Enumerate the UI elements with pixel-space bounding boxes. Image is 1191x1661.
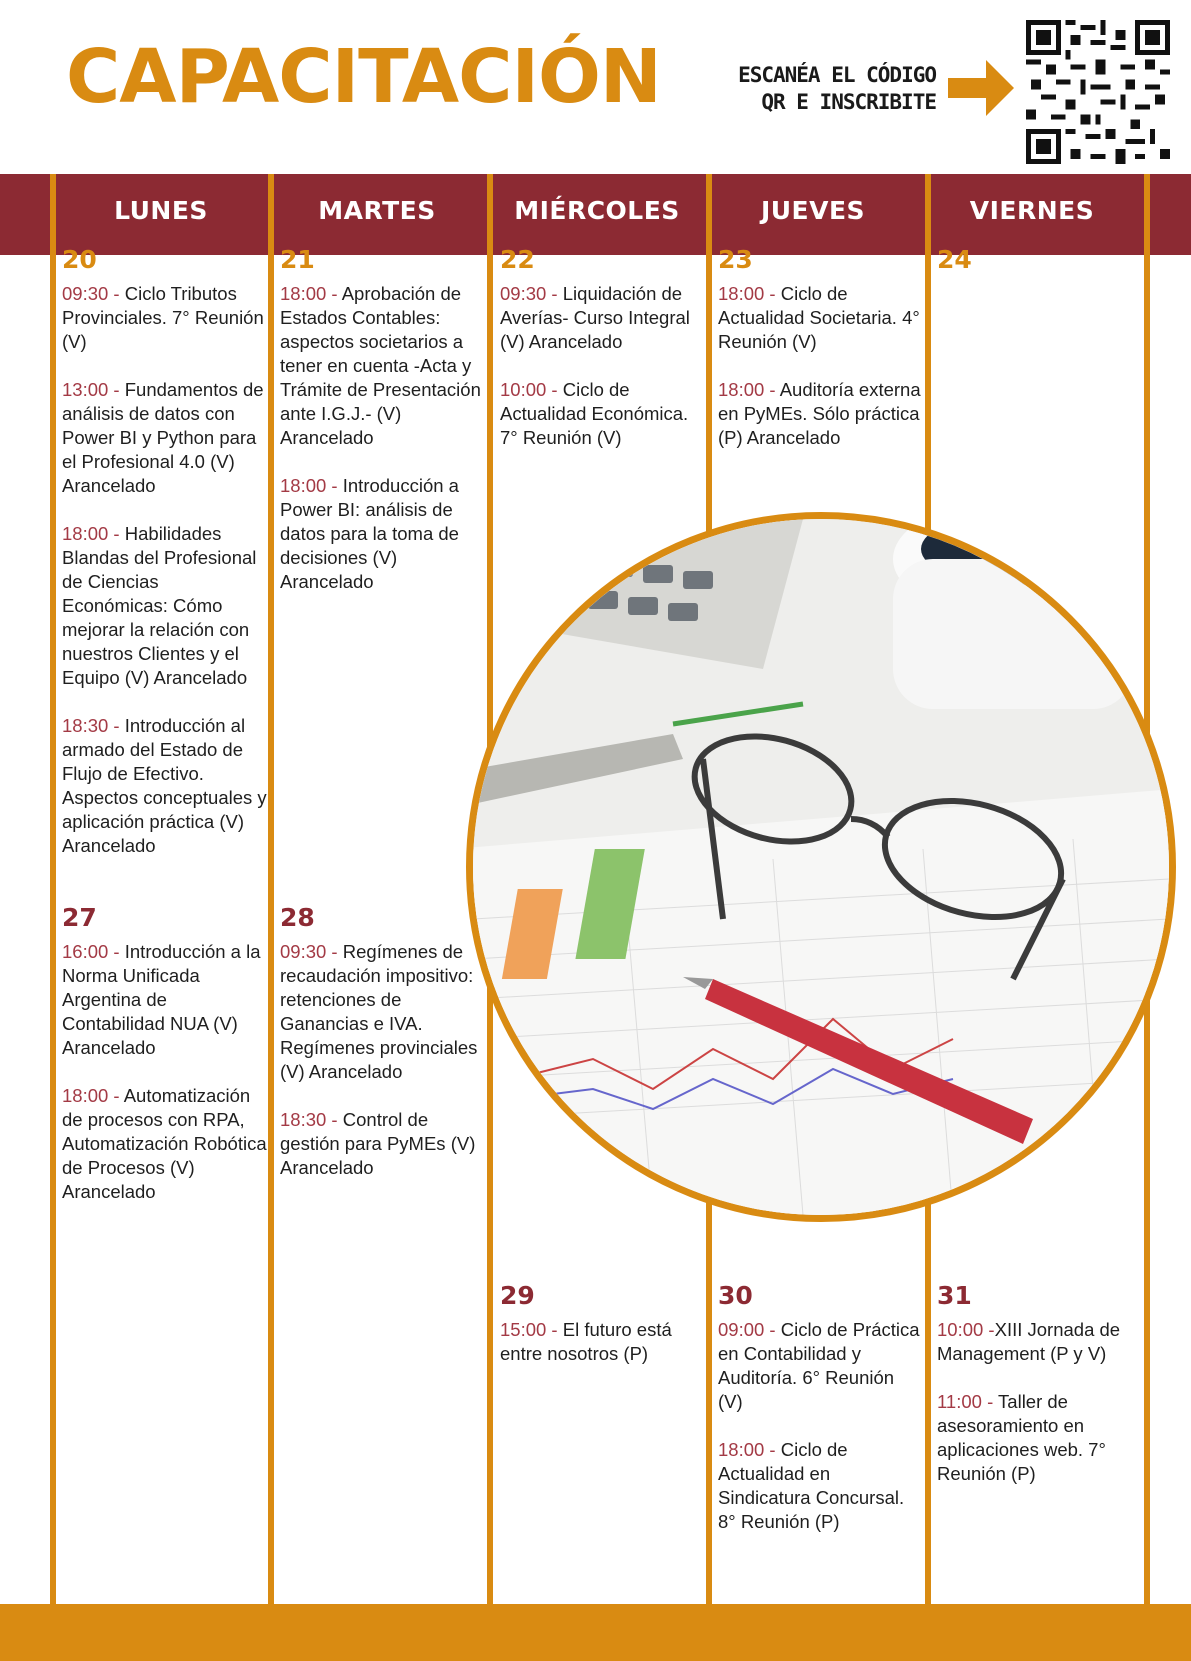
event-time: 09:00 <box>718 1319 765 1340</box>
event-item[interactable]: 09:30 - Regímenes de recaudación impositivo: retenciones de Ganancias e IVA. Regímenes provinciales (V) Arancelado <box>280 941 478 1082</box>
event-item[interactable]: 09:30 - Ciclo Tributos Provinciales. 7° Reunión (V) <box>62 283 264 352</box>
event-item[interactable]: 09:00 - Ciclo de Práctica en Contabilidad y Auditoría. 6° Reunión (V) <box>718 1319 920 1412</box>
event-item[interactable]: 18:00 - Introducción a Power BI: análisis de datos para la toma de decisiones (V) Arancelado <box>280 475 459 592</box>
event-time: 18:00 <box>280 475 327 496</box>
event-time: 18:00 <box>62 523 109 544</box>
event-title: Automatización de procesos con RPA, Automatización Robótica de Procesos (V) Arancelado <box>62 1085 267 1202</box>
event-time: 16:00 <box>62 941 109 962</box>
event-title: XIII Jornada de Management (P y V) <box>937 1319 1121 1364</box>
event-item[interactable]: 10:00 - Ciclo de Actualidad Económica. 7° Reunión (V) <box>500 379 689 448</box>
qr-instructions <box>716 62 936 117</box>
event-time: 09:30 <box>500 283 547 304</box>
event-time: 11:00 <box>937 1391 982 1412</box>
event-title: Regímenes de recaudación impositivo: retenciones de Ganancias e IVA. Regímenes provinciales (V) Arancelado <box>280 941 478 1082</box>
event-item[interactable]: 18:30 - Introducción al armado del Estado de Flujo de Efectivo. Aspectos conceptuales y aplicación práctica (V) Arancelado <box>62 715 267 856</box>
day-number: 28 <box>280 903 315 932</box>
event-item[interactable]: 15:00 - El futuro está entre nosotros (P) <box>500 1319 672 1364</box>
event-time: 09:30 <box>280 941 327 962</box>
event-time: 18:00 <box>280 283 327 304</box>
event-item[interactable]: 18:00 - Automatización de procesos con RPA, Automatización Robótica de Procesos (V) Arancelado <box>62 1085 267 1202</box>
day-number: 29 <box>500 1281 535 1310</box>
event-time: 10:00 <box>500 379 547 400</box>
event-time: 18:00 <box>718 283 765 304</box>
event-item[interactable]: 18:00 - Auditoría externa en PyMEs. Sólo práctica (P) Arancelado <box>718 379 921 448</box>
day-cell-24 <box>937 246 1142 282</box>
event-title: Ciclo de Actualidad en Sindicatura Concursal. 8° Reunión (P) <box>718 1439 905 1532</box>
day-header-wednesday: MIÉRCOLES <box>514 196 680 225</box>
day-cell-21 <box>280 246 485 618</box>
event-title: Ciclo de Actualidad Económica. 7° Reunión (V) <box>500 379 689 448</box>
qr-code[interactable] <box>1026 20 1170 164</box>
event-title: Control de gestión para PyMEs (V) Arancelado <box>280 1109 476 1178</box>
day-number: 20 <box>62 245 97 274</box>
day-header-tuesday: MARTES <box>318 196 436 225</box>
event-title: Auditoría externa en PyMEs. Sólo práctica (P) Arancelado <box>718 379 921 448</box>
event-time: 18:00 <box>62 1085 109 1106</box>
event-title: Habilidades Blandas del Profesional de Ciencias Económicas: Cómo mejorar la relación con nuestros Clientes y el Equipo (V) Arancelado <box>62 523 257 688</box>
event-item[interactable]: 13:00 - Fundamentos de análisis de datos con Power BI y Python para el Profesional 4.0 (V) Arancelado <box>62 379 264 496</box>
event-time: 18:00 <box>718 379 765 400</box>
day-cell-20 <box>62 246 267 882</box>
event-item[interactable]: 18:30 - Control de gestión para PyMEs (V) Arancelado <box>280 1109 476 1178</box>
day-number: 23 <box>718 245 753 274</box>
event-item[interactable]: 16:00 - Introducción a la Norma Unificada Argentina de Contabilidad NUA (V) Arancelado <box>62 941 261 1058</box>
event-title: Aprobación de Estados Contables: aspectos societarios a tener en cuenta -Acta y Trámite de Presentación ante I.G.J.- (V) Arancelado <box>280 283 481 448</box>
day-number: 30 <box>718 1281 753 1310</box>
event-title: Liquidación de Averías- Curso Integral (V) Arancelado <box>500 283 690 352</box>
event-title: Ciclo de Actualidad Societaria. 4° Reunión (V) <box>718 283 920 352</box>
event-title: El futuro está entre nosotros (P) <box>500 1319 672 1364</box>
footer-band <box>0 1604 1191 1661</box>
event-title: Introducción a Power BI: análisis de datos para la toma de decisiones (V) Arancelado <box>280 475 459 592</box>
column-divider <box>50 174 56 1604</box>
day-cell-28 <box>280 904 485 1204</box>
day-number: 31 <box>937 1281 972 1310</box>
event-item[interactable]: 10:00 -XIII Jornada de Management (P y V) <box>937 1319 1121 1364</box>
event-time: 09:30 <box>62 283 109 304</box>
event-title: Introducción al armado del Estado de Flujo de Efectivo. Aspectos conceptuales y aplicación práctica (V) Arancelado <box>62 715 267 856</box>
event-title: Introducción a la Norma Unificada Argentina de Contabilidad NUA (V) Arancelado <box>62 941 261 1058</box>
event-time: 18:30 <box>62 715 109 736</box>
column-divider <box>268 174 274 1604</box>
day-cell-31 <box>937 1282 1142 1510</box>
day-cell-29 <box>500 1282 705 1390</box>
event-item[interactable]: 18:00 - Ciclo de Actualidad en Sindicatura Concursal. 8° Reunión (P) <box>718 1439 905 1532</box>
event-item[interactable]: 11:00 - Taller de asesoramiento en aplicaciones web. 7° Reunión (P) <box>937 1391 1106 1484</box>
event-title: Taller de asesoramiento en aplicaciones web. 7° Reunión (P) <box>937 1391 1106 1484</box>
event-title: Ciclo de Práctica en Contabilidad y Auditoría. 6° Reunión (V) <box>718 1319 920 1412</box>
qr-instruction-line: ESCANÉA EL CÓDIGO <box>738 63 936 87</box>
day-header-friday: VIERNES <box>969 196 1095 225</box>
event-title: Ciclo Tributos Provinciales. 7° Reunión (V) <box>62 283 264 352</box>
day-number: 22 <box>500 245 535 274</box>
day-number: 21 <box>280 245 315 274</box>
event-title: Fundamentos de análisis de datos con Power BI y Python para el Profesional 4.0 (V) Arancelado <box>62 379 264 496</box>
desk-illustration <box>473 519 1169 1215</box>
day-cell-30 <box>718 1282 923 1558</box>
event-time: 10:00 <box>937 1319 984 1340</box>
day-number: 24 <box>937 245 972 274</box>
event-item[interactable]: 09:30 - Liquidación de Averías- Curso Integral (V) Arancelado <box>500 283 690 352</box>
page-title: CAPACITACIÓN <box>66 34 661 120</box>
day-header-monday: LUNES <box>114 196 208 225</box>
day-cell-23 <box>718 246 923 474</box>
day-header-thursday: JUEVES <box>760 196 866 225</box>
event-item[interactable]: 18:00 - Ciclo de Actualidad Societaria. 4° Reunión (V) <box>718 283 920 352</box>
event-item[interactable]: 18:00 - Habilidades Blandas del Profesional de Ciencias Económicas: Cómo mejorar la relación con nuestros Clientes y el Equipo (V) Arancelado <box>62 523 257 688</box>
qr-instruction-line: QR E INSCRIBITE <box>761 90 936 115</box>
day-cell-22 <box>500 246 705 474</box>
event-time: 13:00 <box>62 379 109 400</box>
event-time: 15:00 <box>500 1319 547 1340</box>
day-cell-27 <box>62 904 267 1228</box>
arrow-right-icon <box>948 58 1014 118</box>
event-time: 18:00 <box>718 1439 765 1460</box>
office-desk-photo <box>466 512 1176 1222</box>
day-number: 27 <box>62 903 97 932</box>
event-item[interactable]: 18:00 - Aprobación de Estados Contables: aspectos societarios a tener en cuenta -Acta y Trámite de Presentación ante I.G.J.- (V) Arancelado <box>280 283 481 448</box>
event-time: 18:30 <box>280 1109 327 1130</box>
